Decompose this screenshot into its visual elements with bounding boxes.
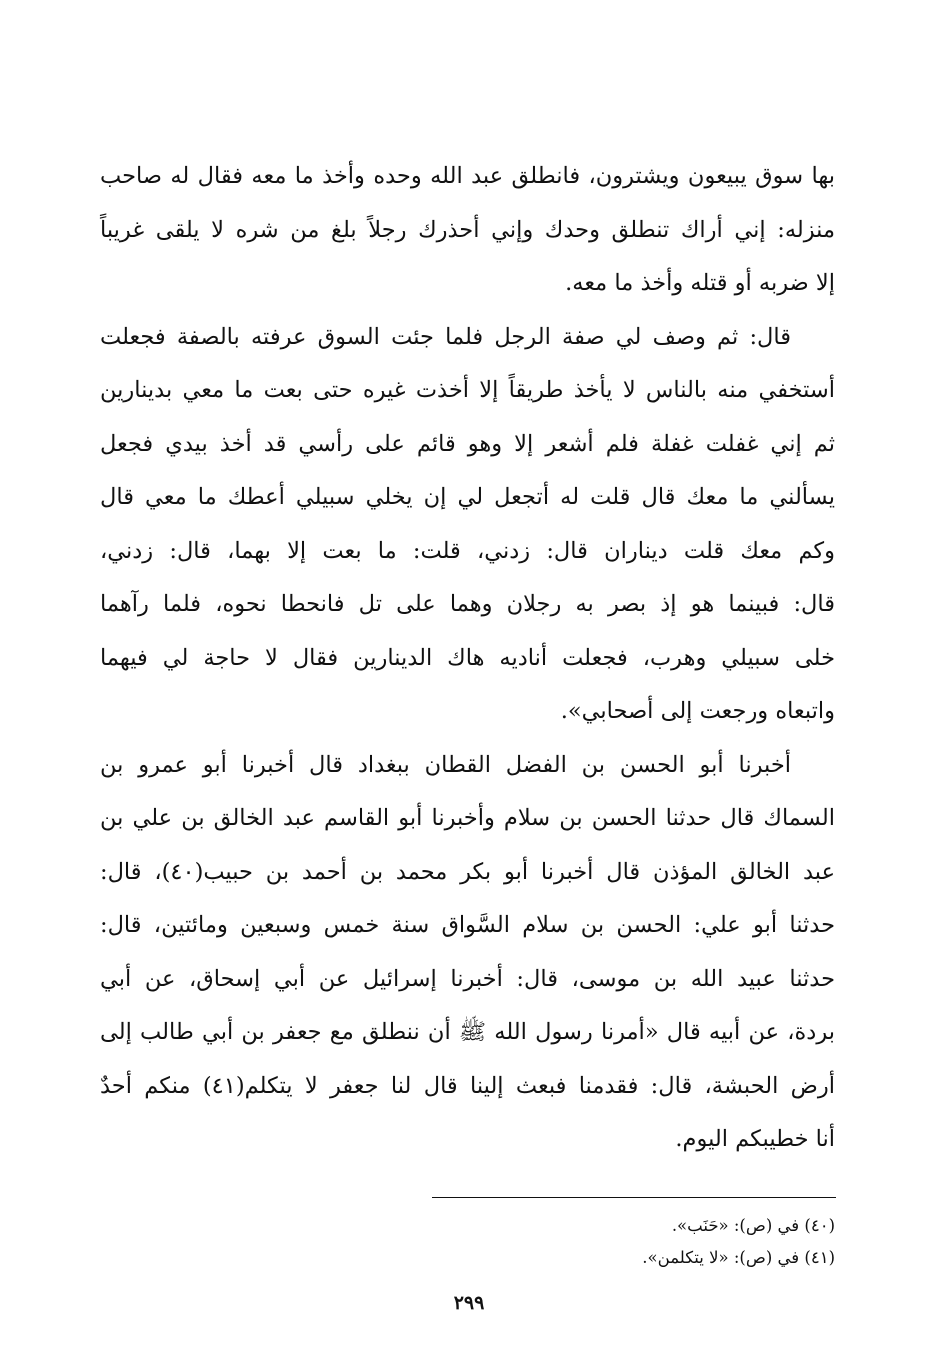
text-line: ثم إني غفلت غفلة فلم أشعر إلا وهو قائم على رأسي قد أخذ بيدي فجعل bbox=[100, 430, 835, 457]
page-number: ٢٩٩ bbox=[453, 1292, 485, 1314]
text-line: السماك قال حدثنا الحسن بن سلام وأخبرنا أبو القاسم عبد الخالق بن علي بن bbox=[100, 805, 835, 831]
main-text-block bbox=[100, 150, 835, 1167]
text-line: بردة، عن أبيه قال «أمرنا رسول الله ﷺ أن ننطلق مع جعفر بن أبي طالب إلى bbox=[100, 1019, 835, 1045]
text-line: أرض الحبشة، قال: فقدمنا فبعث إلينا قال لنا جعفر لا يتكلم(٤١) منكم أحدٌ bbox=[100, 1072, 836, 1099]
text-line: واتبعاه ورجعت إلى أصحابي». bbox=[560, 698, 835, 724]
text-line: خلى سبيلي وهرب، فجعلت أناديه هاك الدينارين فقال لا حاجة لي فيهما bbox=[100, 644, 835, 671]
footnote-separator bbox=[432, 1197, 836, 1198]
footnote: (٤٠) في (ص): «حَنَب». bbox=[671, 1216, 835, 1235]
text-line: منزله: إني أراك تنطلق وحدك وإني أحذرك رجلاً بلغ من شره لا يلقى غريباً bbox=[100, 216, 835, 243]
footnotes-block bbox=[300, 1210, 835, 1274]
text-line: أستخفي منه بالناس لا يأخذ طريقاً إلا أخذت غيره حتى بعت ما معي بدينارين bbox=[100, 377, 835, 403]
footnote: (٤١) في (ص): «لا يتكلمن». bbox=[642, 1248, 835, 1267]
text-line: أنا خطيبكم اليوم. bbox=[675, 1126, 835, 1152]
text-line: قال: ثم وصف لي صفة الرجل فلما جئت السوق عرفته بالصفة فجعلت bbox=[100, 323, 791, 350]
text-line: حدثنا أبو علي: الحسن بن سلام السَّواق سنة خمس وسبعين ومائتين، قال: bbox=[100, 912, 835, 938]
text-line: أخبرنا أبو الحسن بن الفضل القطان ببغداد قال أخبرنا أبو عمرو بن bbox=[100, 751, 791, 778]
text-line: بها سوق يبيعون ويشترون، فانطلق عبد الله وحده وأخذ ما معه فقال له صاحب bbox=[100, 163, 835, 189]
text-line: عبد الخالق المؤذن قال أخبرنا أبو بكر محمد بن أحمد بن حبيب(٤٠)، قال: bbox=[100, 858, 836, 885]
book-page bbox=[0, 150, 938, 1370]
text-line: إلا ضربه أو قتله وأخذ ما معه. bbox=[565, 270, 835, 296]
text-line: حدثنا عبيد الله بن موسى، قال: أخبرنا إسرائيل عن أبي إسحاق، عن أبي bbox=[100, 965, 835, 992]
text-line: يسألني ما معك قال قلت له أتجعل لي إن يخلي سبيلي أعطك ما معي قال bbox=[100, 484, 835, 510]
text-line: وكم معك قلت ديناران قال: زدني، قلت: ما بعت إلا بهما، قال: زدني، bbox=[100, 537, 835, 564]
text-line: قال: فبينما هو إذ بصر به رجلان وهما على تل فانحطا نحوه، فلما رآهما bbox=[100, 591, 835, 617]
